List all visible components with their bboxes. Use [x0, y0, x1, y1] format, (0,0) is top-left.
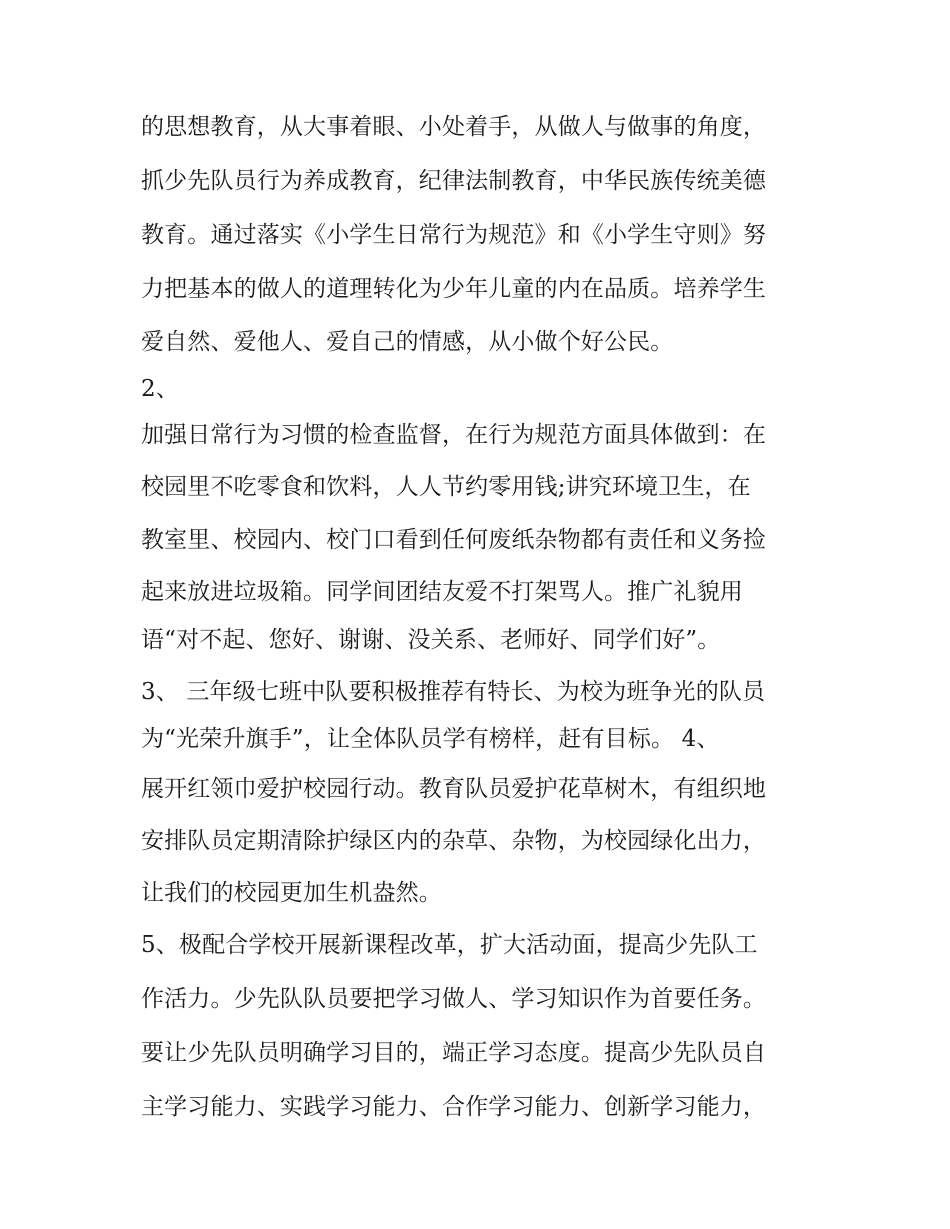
text-line: 的思想教育，从大事着眼、小处着手，从做人与做事的角度，: [141, 114, 767, 140]
text-line: 2、: [141, 376, 179, 402]
text-line: 校园里不吃零食和饮料，人人节约零用钱;讲究环境卫生，在: [141, 474, 751, 500]
text-line: 教育。通过落实《小学生日常行为规范》和《小学生守则》努: [141, 222, 767, 248]
text-line: 作活力。少先队队员要把学习做人、学习知识作为首要任务。: [141, 986, 767, 1012]
text-line: 加强日常行为习惯的检查监督，在行为规范方面具体做到：在: [141, 422, 767, 448]
text-line: 3、 三年级七班中队要积极推荐有特长、为校为班争光的队员: [141, 679, 766, 705]
text-line: 力把基本的做人的道理转化为少年儿童的内在品质。培养学生: [141, 276, 767, 302]
text-line: 主学习能力、实践学习能力、合作学习能力、创新学习能力，: [141, 1094, 767, 1120]
text-line: 为“光荣升旗手”，让全体队员学有榜样，赶有目标。 4、: [141, 726, 720, 752]
text-line: 要让少先队员明确学习目的，端正学习态度。提高少先队员自: [141, 1040, 767, 1066]
text-line: 展开红领巾爱护校园行动。教育队员爱护花草树木，有组织地: [141, 776, 767, 802]
text-line: 教室里、校园内、校门口看到任何废纸杂物都有责任和义务捡: [141, 527, 767, 553]
text-line: 安排队员定期清除护绿区内的杂草、杂物，为校园绿化出力，: [141, 828, 767, 854]
text-line: 让我们的校园更加生机盎然。: [141, 880, 442, 906]
text-line: 5、极配合学校开展新课程改革，扩大活动面，提高少先队工: [141, 932, 758, 958]
text-line: 起来放进垃圾箱。同学间团结友爱不打架骂人。推广礼貌用: [141, 579, 743, 605]
text-line: 语“对不起、您好、谢谢、没关系、老师好、同学们好”。: [141, 627, 721, 653]
text-line: 抓少先队员行为养成教育，纪律法制教育，中华民族传统美德: [141, 168, 767, 194]
text-line: 爱自然、爱他人、爱自己的情感，从小做个好公民。: [141, 329, 674, 355]
